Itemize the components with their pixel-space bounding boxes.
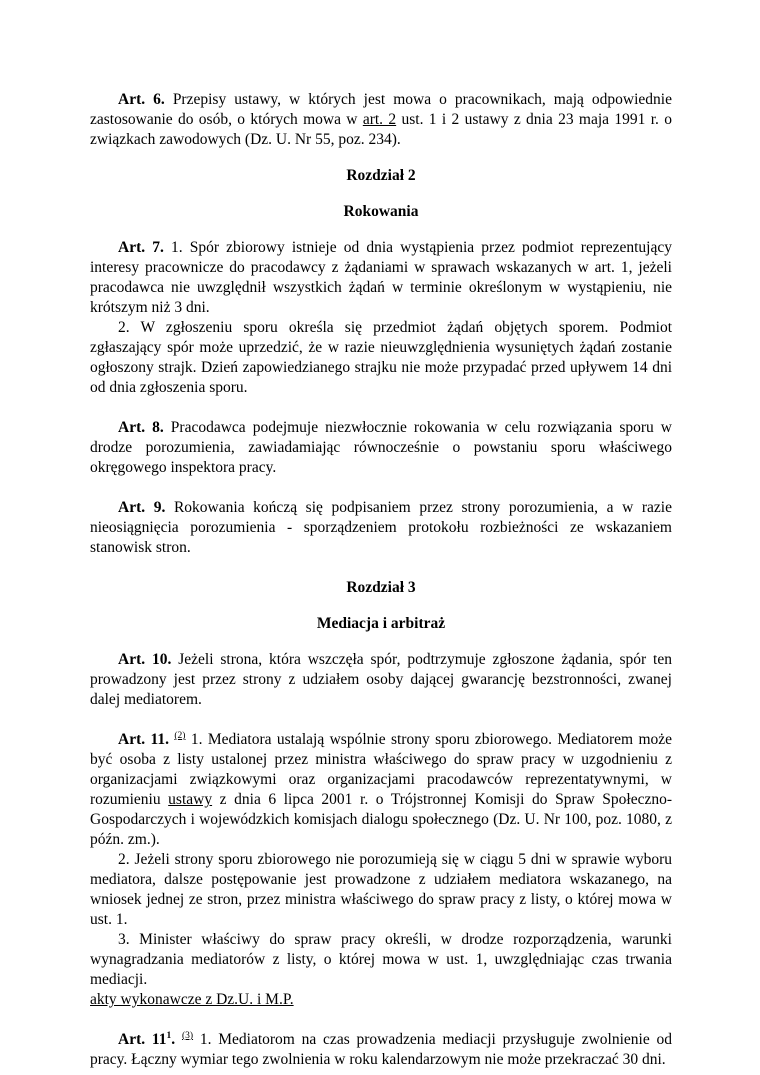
acts-line <box>90 990 672 1010</box>
implementing-acts-link[interactable]: akty wykonawcze z Dz.U. i M.P. <box>90 991 294 1008</box>
art-9-text: Rokowania kończą się podpisaniem przez strony porozumienia, a w razie nieosiągnięcia porozumienia - sporządzeniem protokołu rozbieżności ze wskazaniem stanowisk stron. <box>90 499 672 556</box>
chapter-2-subtitle: Rokowania <box>343 203 419 220</box>
art-8-label: Art. 8. <box>118 419 164 436</box>
art-11-1-label-sup: 1 <box>166 1030 172 1041</box>
art-10-paragraph <box>90 650 672 710</box>
art-11-paragraph-2: 2. Jeżeli strony sporu zbiorowego nie porozumieją się w ciągu 5 dni w sprawie wyboru mediatora, dalsze postępowanie jest prowadzone z udziałem mediatora wskazanego, na wniosek jednej ze stron, przez ministra właściwego do spraw pracy z listy, o której mowa w ust. 1. <box>90 851 672 928</box>
art-11-1-label: Art. $11^1$. <box>118 1030 176 1048</box>
art-11-text-1: 1. Mediatora ustalają wspólnie strony sporu zbiorowego. Mediatorem może być osoba z listy ustalonej przez ministra właściwego do spraw pracy w uzgodnieniu z organizacjami związkowymi oraz organizacjami pracodawców reprezentatywnymi, w rozumieniu <box>90 731 673 808</box>
art-7-text-1: 1. Spór zbiorowy istnieje od dnia wystąpienia przez podmiot reprezentujący interesy pracownicze do pracodawcy z żądaniami w sprawach wskazanych w art. 1, jeżeli pracodawca nie uwzględnił wszystkich żądań w terminie określonym w wystąpieniu, nie krótszym niż 3 dni. <box>90 239 672 316</box>
art-2-link[interactable]: art. 2 <box>362 111 397 128</box>
ustawy-link[interactable]: ustawy <box>168 791 213 808</box>
art-6-text-2: ust. 1 i 2 ustawy z dnia 23 maja 1991 r. o związkach zawodowych (Dz. U. Nr 55, poz. 234). <box>90 111 672 148</box>
art-7-paragraph-2: 2. W zgłoszeniu sporu określa się przedmiot żądań objętych sporem. Podmiot zgłaszający spór może uprzedzić, że w razie nieuwzględnienia wysuniętych żądań zostanie ogłoszony strajk. Dzień zapowiedzianego strajku nie może przypadać przed upływem 14 dni od dnia zgłoszenia sporu. <box>90 319 672 396</box>
chapter-3-title: Rozdział 3 <box>346 579 416 596</box>
art-11-1-text: 1. Mediatorom na czas prowadzenia mediacji przysługuje zwolnienie od pracy. Łączny wymiar tego zwolnienia w roku kalendarzowym nie może przekraczać 30 dni. <box>90 1031 673 1068</box>
footnote-3-ref[interactable]: (3) <box>181 1030 194 1041</box>
art-7-paragraph-1 <box>90 238 672 318</box>
art-11-label: Art. 11. <box>118 731 170 748</box>
art-11-1-paragraph <box>90 1030 672 1070</box>
art-10-text: Jeżeli strona, która wszczęła spór, podtrzymuje zgłoszone żądania, spór ten prowadzony jest przez strony z udziałem osoby dającej gwarancję bezstronności, zwanej dalej mediatorem. <box>90 651 672 708</box>
art-11-paragraph-3: 3. Minister właściwy do spraw pracy określi, w drodze rozporządzenia, warunki wynagradzania mediatorów z listy, o której mowa w ust. 1, uwzględniając czas trwania mediacji. <box>90 931 672 988</box>
art-10-label: Art. 10. <box>118 651 172 668</box>
art-8-text: Pracodawca podejmuje niezwłocznie rokowania w celu rozwiązania sporu w drodze porozumienia, zawiadamiając równocześnie o powstaniu sporu właściwego okręgowego inspektora pracy. <box>90 419 672 476</box>
footnote-2-ref[interactable]: (2) <box>174 730 186 741</box>
art-8-paragraph <box>90 418 672 478</box>
art-6-text-1: Przepisy ustawy, w których jest mowa o pracownikach, mają odpowiednie zastosowanie do osób, o których mowa w <box>90 91 672 128</box>
art-7-label: Art. 7. <box>118 239 164 256</box>
art-9-paragraph <box>90 498 672 558</box>
art-6-label: Art. 6. <box>118 91 165 108</box>
art-11-paragraph-1 <box>90 730 672 850</box>
art-11-text-2: z dnia 6 lipca 2001 r. o Trójstronnej Komisji do Spraw Społeczno-Gospodarczych i wojewódzkich komisjach dialogu społecznego (Dz. U. Nr 100, poz. 1080, z późn. zm.). <box>90 791 672 848</box>
art-9-label: Art. 9. <box>118 499 166 516</box>
chapter-2-title: Rozdział 2 <box>346 167 416 184</box>
art-6-paragraph <box>90 90 672 150</box>
chapter-3-subtitle: Mediacja i arbitraż <box>316 615 446 632</box>
